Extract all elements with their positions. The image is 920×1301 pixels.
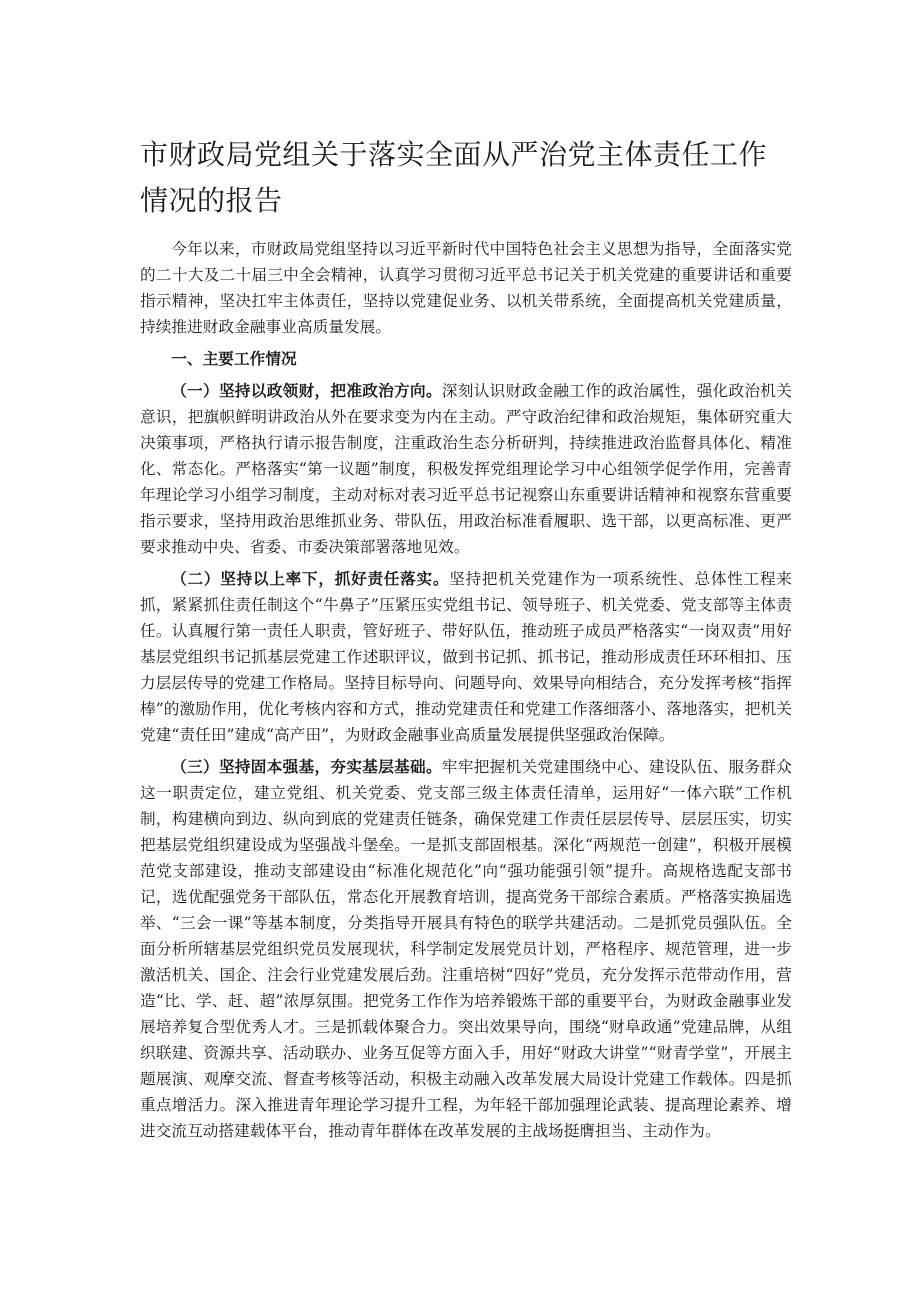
paragraph-1-text: 深刻认识财政金融工作的政治属性，强化政治机关意识，把旗帜鲜明讲政治从外在要求变为内在主动。严守政治纪律和政治规矩，集体研究重大决策事项，严格执行请示报告制度，注重政治生态分析研判，持续推进政治监督具体化、精准化、常态化。严格落实“第一议题”制度，积极发挥党组理论学习中心组领学促学作用，完善青年理论学习小组学习制度，主动对标对表习近平总书记视察山东重要讲话精神和视察东营重要指示要求，坚持用政治思维抓业务、带队伍，用政治标准看履职、选干部，以更高标准、更严要求推动中央、省委、市委决策部署落地见效。 bbox=[140, 382, 793, 556]
intro-paragraph: 今年以来，市财政局党组坚持以习近平新时代中国特色社会主义思想为指导，全面落实党的二十大及二十届三中全会精神，认真学习贯彻习近平总书记关于机关党建的重要讲话和重要指示精神，坚决扛牢主体责任，坚持以党建促业务、以机关带系统，全面提高机关党建质量，持续推进财政金融事业高质量发展。 bbox=[140, 240, 792, 336]
paragraph-3 bbox=[140, 754, 792, 1144]
paragraph-2-lead: （二）坚持以上率下，抓好责任落实。 bbox=[171, 569, 450, 588]
paragraph-3-text: 牢牢把握机关党建围绕中心、建设队伍、服务群众这一职责定位，建立党组、机关党委、党支部三级主体责任清单，运用好“一体六联”工作机制，构建横向到边、纵向到底的党建责任链条，确保党建工作责任层层传导、层层压实，切实把基层党组织建设成为坚强战斗堡垒。一是抓支部固根基。深化“两规范一创建”，积极开展模范党支部建设，推动支部建设由“标准化规范化”向“强功能强引领”提升。高规格选配支部书记，选优配强党务干部队伍，常态化开展教育培训，提高党务干部综合素质。严格落实换届选举、“三会一课”等基本制度，分类指导开展具有特色的联学共建活动。二是抓党员强队伍。全面分析所辖基层党组织党员发展现状，科学制定发展党员计划，严格程序、规范管理，进一步激活机关、国企、注会行业党建发展后劲。注重培树“四好”党员，充分发挥示范带动作用，营造“比、学、赶、超”浓厚氛围。把党务工作作为培养锻炼干部的重要平台，为财政金融事业发展培养复合型优秀人才。三是抓载体聚合力。突出效果导向，围绕“财阜政通”党建品牌，从组织联建、资源共享、活动联办、业务互促等方面入手，用好“财政大讲堂”“财青学堂”，开展主题展演、观摩交流、督查考核等活动，积极主动融入改革发展大局设计党建工作载体。四是抓重点增活力。深入推进青年理论学习提升工程，为年轻干部加强理论武装、提高理论素养、增进交流互动搭建载体平台，推动青年群体在改革发展的主战场挺膺担当、主动作为。 bbox=[140, 758, 793, 1140]
paragraph-1 bbox=[140, 378, 792, 560]
title-line-2: 情况的报告 bbox=[140, 184, 283, 217]
paragraph-2 bbox=[140, 566, 792, 748]
paragraph-2-text: 坚持把机关党建作为一项系统性、总体性工程来抓，紧紧抓住责任制这个“牛鼻子”压紧压实党组书记、领导班子、机关党委、党支部等主体责任。认真履行第一责任人职责，管好班子、带好队伍，推动班子成员严格落实“一岗双责”用好基层党组织书记抓基层党建工作述职评议，做到书记抓、抓书记，推动形成责任环环相扣、压力层层传导的党建工作格局。坚持目标导向、问题导向、效果导向相结合，充分发挥考核“指挥棒”的激励作用，优化考核内容和方式，推动党建责任和党建工作落细落小、落地落实，把机关党建“责任田”建成“高产田”，为财政金融事业高质量发展提供坚强政治保障。 bbox=[140, 570, 792, 744]
title-line-1: 市财政局党组关于落实全面从严治党主体责任工作 bbox=[140, 138, 768, 171]
document-body bbox=[140, 236, 792, 1150]
paragraph-3-lead: （三）坚持固本强基，夯实基层基础。 bbox=[171, 757, 442, 776]
paragraph-1-lead: （一）坚持以政领财，把准政治方向。 bbox=[171, 381, 442, 400]
document-title bbox=[140, 132, 780, 224]
section-heading: 一、主要工作情况 bbox=[171, 349, 297, 368]
